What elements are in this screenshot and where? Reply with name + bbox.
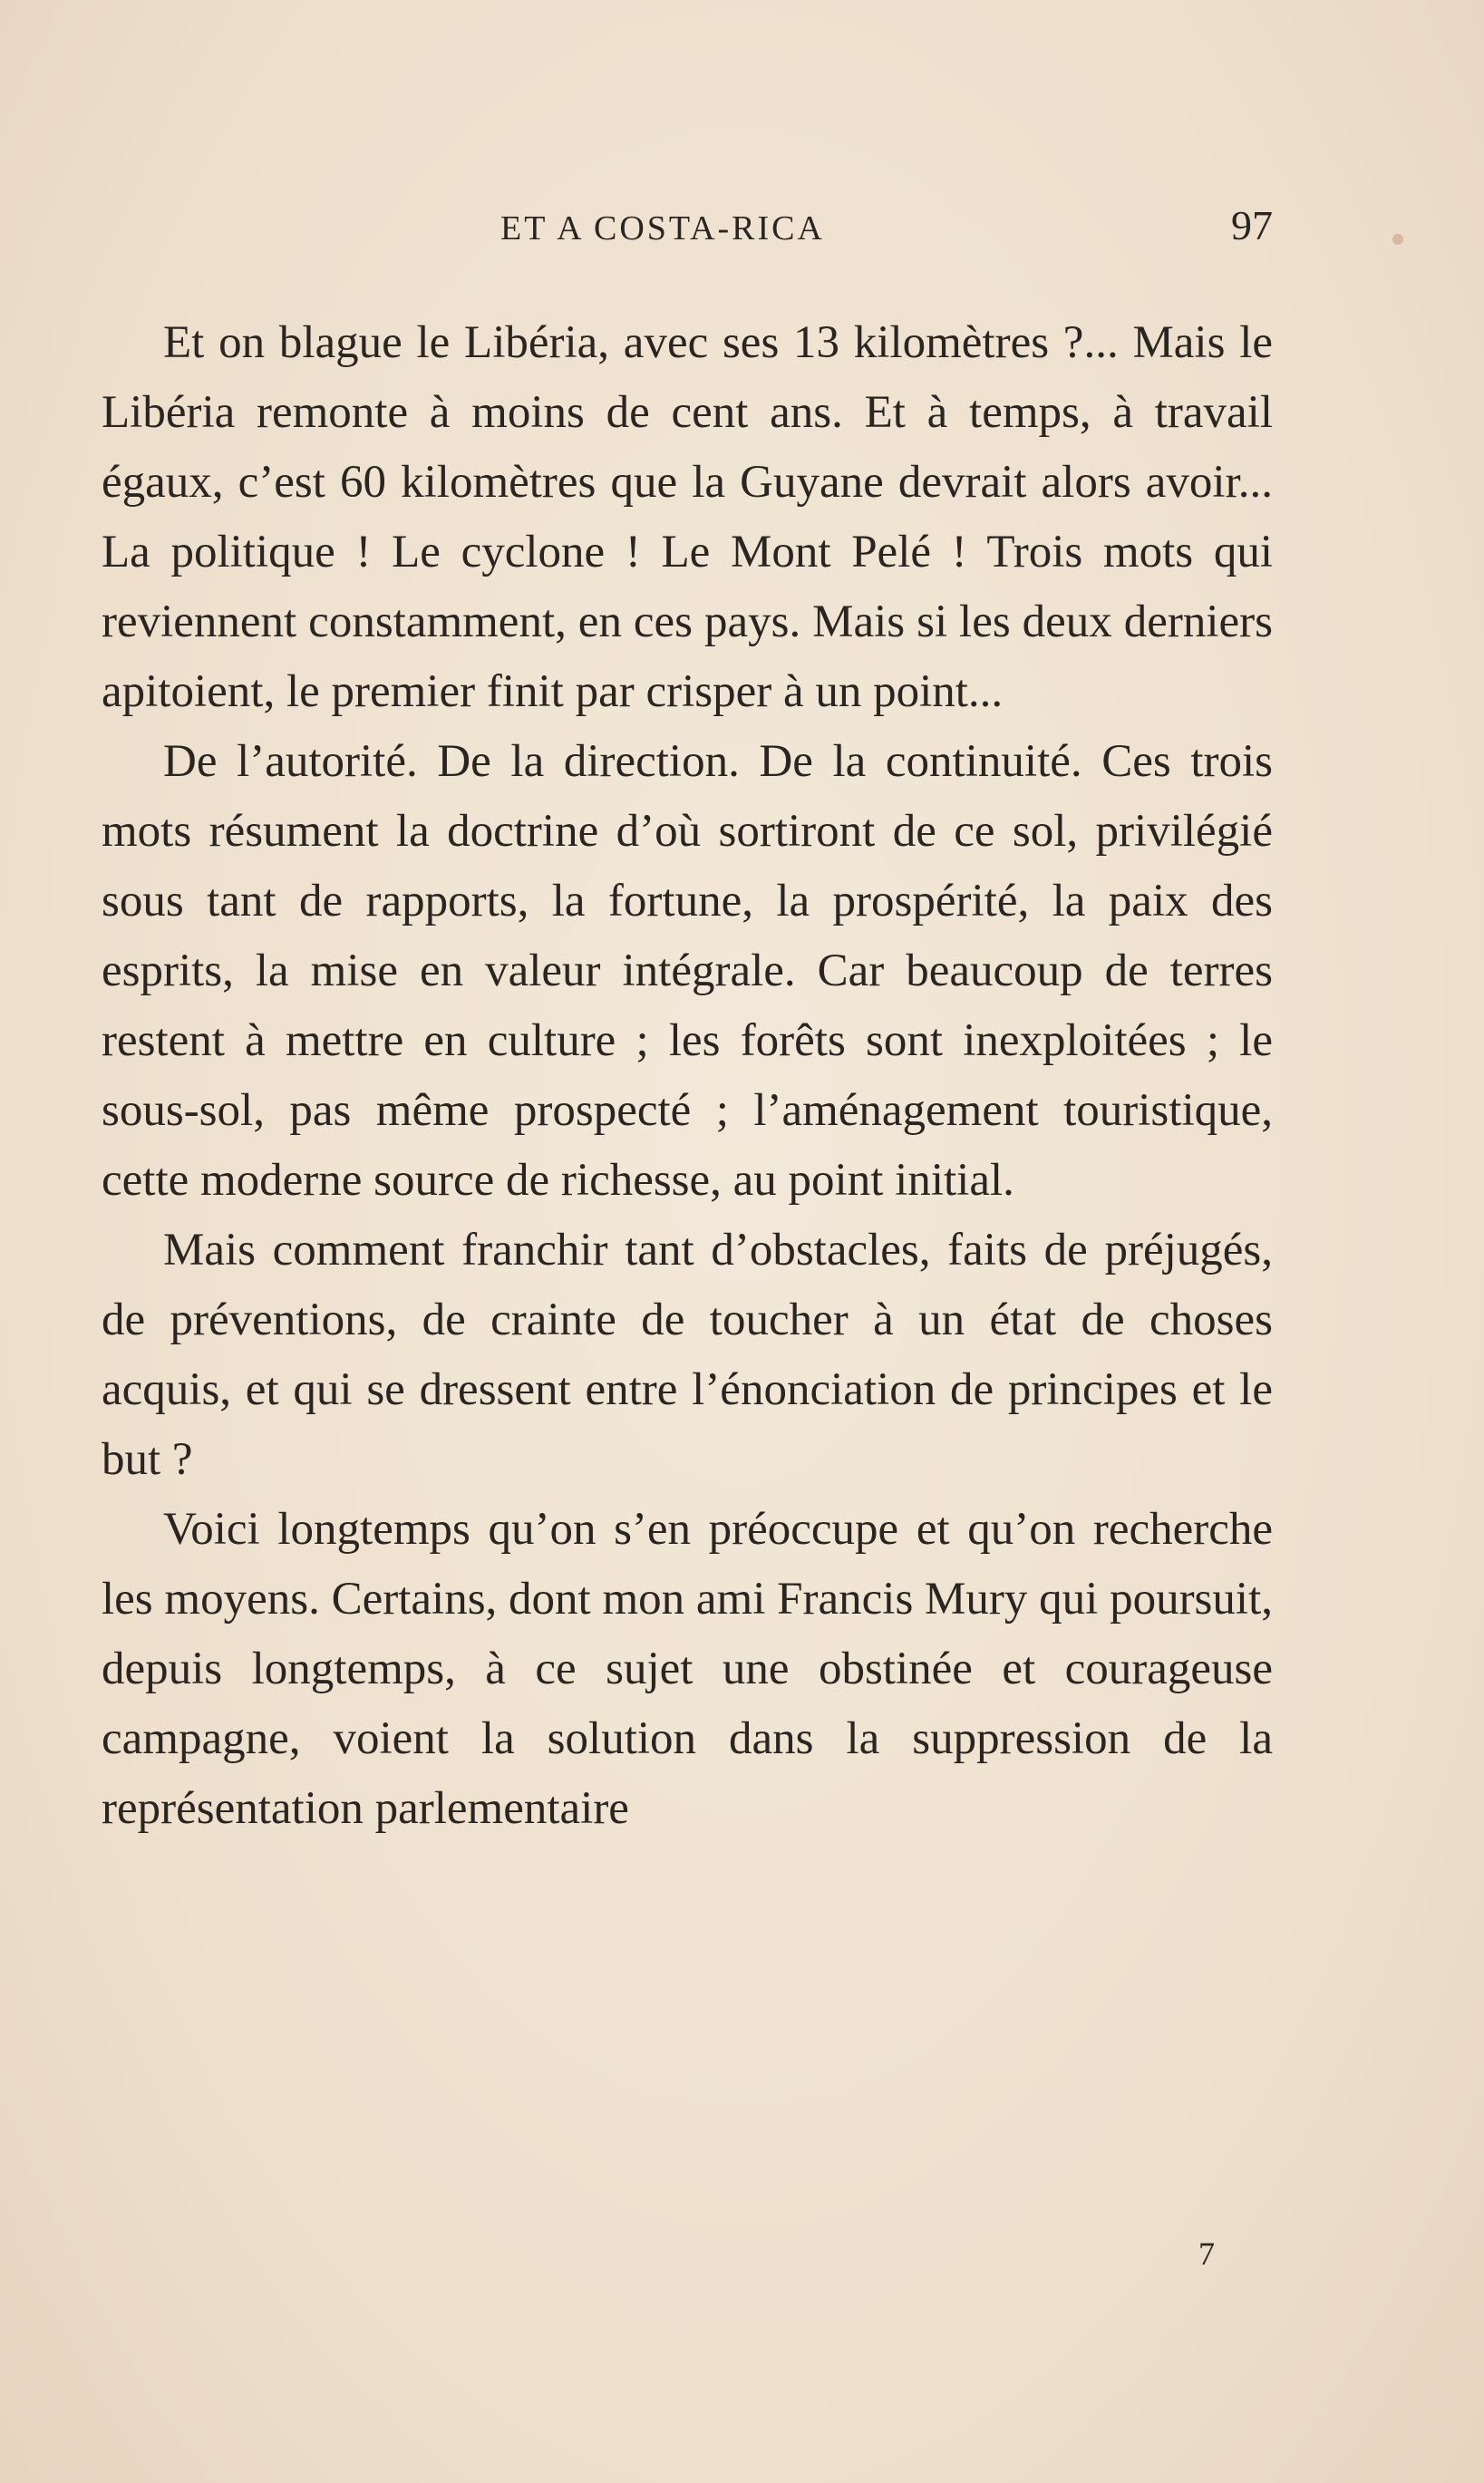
page-number: 97 <box>1231 202 1273 248</box>
paragraph: Mais comment franchir tant d’obstacles, faits de préjugés, de préventions, de crainte de toucher à un état de choses acquis, et qui se dressent entre l’énonciation de principes et le but ? <box>102 1225 1273 1485</box>
paper-spot <box>1392 234 1403 245</box>
body-text <box>102 308 1273 1844</box>
paragraph: Et on blague le Libéria, avec ses 13 kilomètres ?... Mais le Libéria remonte à moins de cent ans. Et à temps, à travail égaux, c’est 60 kilomètres que la Guyane devrait alors avoir... La politique ! Le cyclone ! Le Mont Pelé ! Trois mots qui reviennent constamment, en ces pays. Mais si les deux derniers apitoient, le premier finit par crisper à un point... <box>102 317 1273 717</box>
running-title: ET A COSTA-RICA <box>500 209 825 247</box>
paragraph: Voici longtemps qu’on s’en préoccupe et qu’on recherche les moyens. Certains, dont mon ami Francis Mury qui poursuit, depuis longtemps, à ce sujet une obstinée et courageuse campagne, voient la solution dans la suppression de la représentation parlementaire <box>102 1504 1273 1834</box>
signature-mark: 7 <box>1198 2236 1215 2272</box>
running-head <box>102 201 1273 256</box>
paragraph: De l’autorité. De la direction. De la continuité. Ces trois mots résument la doctrine d’où sortiront de ce sol, privilégié sous tant de rapports, la fortune, la prospérité, la paix des esprits, la mise en valeur intégrale. Car beaucoup de terres restent à mettre en culture ; les forêts sont inexploitées ; le sous-sol, pas même prospecté ; l’aménagement touristique, cette moderne source de richesse, au point initial. <box>102 736 1273 1206</box>
